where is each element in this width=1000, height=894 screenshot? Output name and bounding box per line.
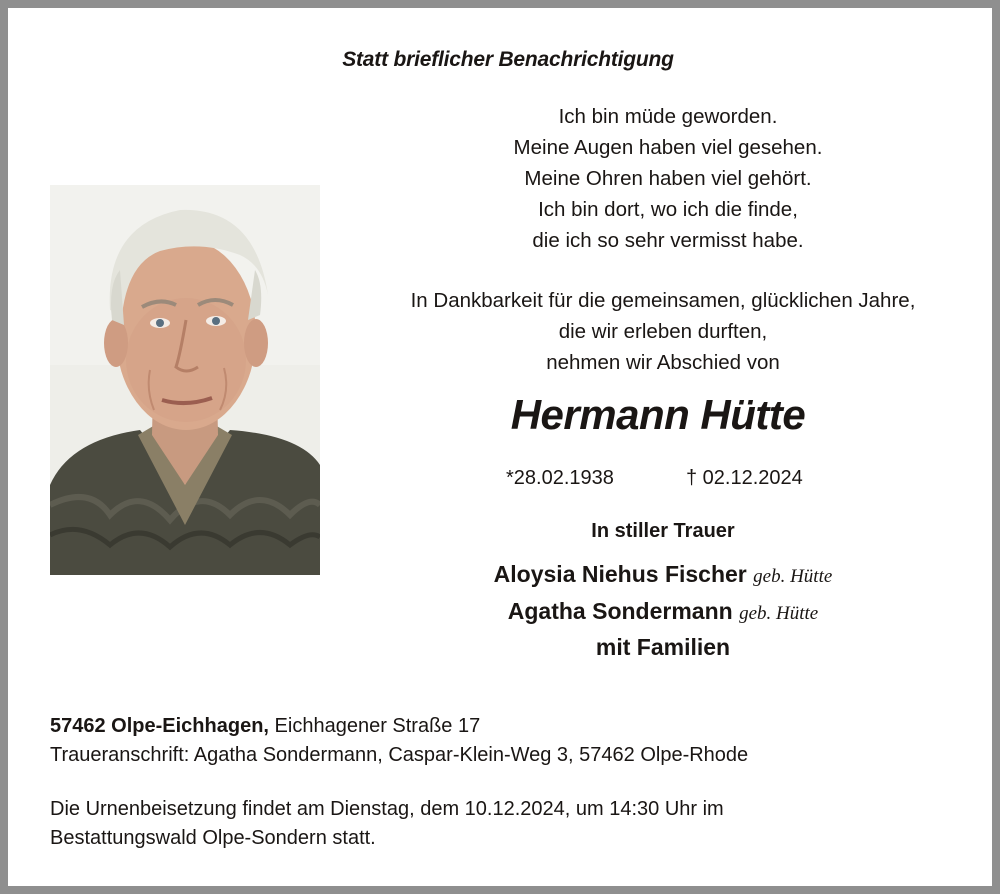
poem-line: Meine Ohren haben viel gehört. <box>524 167 812 190</box>
death-date: † 02.12.2024 <box>686 467 803 489</box>
gratitude-line: die wir erleben durften, <box>558 320 768 343</box>
poem-line: die ich so sehr vermisst habe. <box>532 229 804 252</box>
mourner-name: Aloysia Niehus Fischer <box>493 561 747 587</box>
mourner-name: mit Familien <box>595 634 731 660</box>
gratitude-text <box>368 285 958 378</box>
mourner-entry <box>408 598 918 625</box>
notice-heading: Statt brieflicher Benachrichtigung <box>342 48 674 71</box>
mourner-entry <box>408 634 918 661</box>
mourning-heading: In stiller Trauer <box>591 520 735 542</box>
poem-line: Ich bin müde geworden. <box>558 105 778 128</box>
mourning-address: Traueranschrift: Agatha Sondermann, Caspar-Klein-Weg 3, 57462 Olpe-Rhode <box>50 744 749 766</box>
residence-line <box>50 712 950 741</box>
deceased-name: Hermann Hütte <box>510 391 806 438</box>
birth-date: *28.02.1938 <box>506 467 614 489</box>
gratitude-line: nehmen wir Abschied von <box>546 351 780 374</box>
mourner-entry <box>408 561 918 588</box>
burial-notice <box>50 795 950 853</box>
burial-line: Die Urnenbeisetzung findet am Dienstag, dem 10.12.2024, um 14:30 Uhr im <box>50 798 724 820</box>
residence-town: 57462 Olpe-Eichhagen, <box>50 715 269 737</box>
residence-street: Eichhagener Straße 17 <box>274 715 481 737</box>
maiden-name-note: geb. Hütte <box>753 566 833 587</box>
poem-line: Ich bin dort, wo ich die finde, <box>538 198 798 221</box>
address-block <box>50 712 950 770</box>
maiden-name-note: geb. Hütte <box>739 603 819 624</box>
portrait-photo <box>50 185 320 575</box>
mourner-name: Agatha Sondermann <box>507 598 733 624</box>
poem <box>388 101 948 256</box>
gratitude-line: In Dankbarkeit für die gemeinsamen, glücklichen Jahre, <box>410 289 916 312</box>
poem-line: Meine Augen haben viel gesehen. <box>513 136 823 159</box>
burial-line: Bestattungswald Olpe-Sondern statt. <box>50 827 376 849</box>
portrait-drawing <box>50 185 320 575</box>
